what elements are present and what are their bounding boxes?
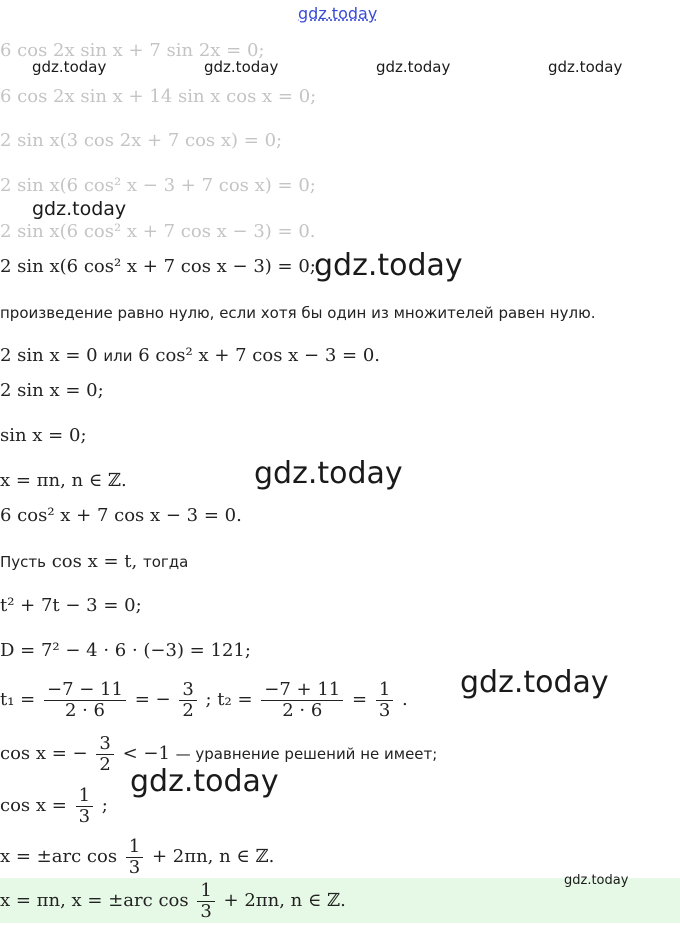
watermark: gdz.today [376,58,451,76]
cos-third-end: ; [101,795,108,816]
frac-den: 2 [182,699,194,721]
answer-left: x = πn, x = ±arc cos [0,890,189,911]
frac-den: 3 [200,900,212,922]
t1-value [179,680,196,721]
no-solution-left: cos x = − [0,743,88,764]
cos-third-fraction [76,786,93,827]
watermark: gdz.today [204,58,279,76]
watermark: gdz.today [32,198,127,220]
no-solution-line [0,730,437,778]
frac-num: 1 [376,680,393,701]
arccos-fraction [126,837,143,878]
substitution-expr: cos x = t, [51,551,138,572]
watermark: gdz.today [314,248,463,283]
substitution-line [0,551,188,573]
frac-num: 1 [126,837,143,858]
answer-right: + 2πn, n ∈ ℤ. [223,890,346,911]
frac-num: −7 − 11 [44,680,126,701]
frac-num: 3 [179,680,196,701]
watermark: gdz.today [254,456,403,491]
roots-line [0,676,408,724]
cos-third-line [0,782,108,830]
case-right: 6 cos² x + 7 cos x − 3 = 0. [138,345,381,366]
arccos-left: x = ±arc cos [0,846,118,867]
line-sin-2: 2 sin x = 0; [0,380,104,401]
roots-end: . [402,689,408,710]
frac-num: −7 + 11 [261,680,343,701]
frac-den: 2 [99,753,111,775]
arccos-line [0,833,274,881]
frac-num: 1 [197,881,214,902]
line-pin: x = πn, n ∈ ℤ. [0,470,127,491]
case-joiner: или [103,347,133,365]
no-solution-fraction [96,734,113,775]
step-2: 6 cos 2x sin x + 14 sin x cos x = 0; [0,86,317,107]
t2-value [376,680,393,721]
substitution-prefix: Пусть [0,553,46,571]
t2-eq: = [352,689,368,710]
step-6: 2 sin x(6 cos² x + 7 cos x − 3) = 0; [0,256,316,277]
frac-num: 3 [96,734,113,755]
answer-line [0,877,346,925]
case-split [0,345,380,367]
frac-den: 3 [378,699,391,721]
step-1: 6 cos 2x sin x + 7 sin 2x = 0; [0,40,265,61]
t1-fraction [44,680,126,721]
substitution-suffix: тогда [142,553,189,571]
line-quad-cos: 6 cos² x + 7 cos x − 3 = 0. [0,505,242,526]
quadratic-line: t² + 7t − 3 = 0; [0,595,142,616]
watermark-top-link[interactable]: gdz.today [298,4,378,23]
watermark: gdz.today [548,58,623,76]
frac-num: 1 [76,786,93,807]
case-left: 2 sin x = 0 [0,345,98,366]
t2-fraction [261,680,343,721]
discriminant-line: D = 7² − 4 · 6 · (−3) = 121; [0,640,251,661]
watermark: gdz.today [460,665,609,700]
step-4: 2 sin x(6 cos² x − 3 + 7 cos x) = 0; [0,175,316,196]
t1-label: t₁ = [0,689,36,710]
t1-eq: = − [134,689,171,710]
t2-label: ; t₂ = [205,689,253,710]
line-sin: sin x = 0; [0,425,87,446]
no-solution-right: < −1 [122,743,170,764]
answer-fraction [197,881,214,922]
cos-third-left: cos x = [0,795,67,816]
arccos-right: + 2πn, n ∈ ℤ. [151,846,275,867]
frac-den: 2 · 6 [64,699,106,721]
watermark: gdz.today [564,873,629,888]
watermark: gdz.today [130,764,279,799]
frac-den: 3 [128,856,141,878]
frac-den: 3 [78,805,91,827]
frac-den: 2 · 6 [282,699,323,721]
step-3: 2 sin x(3 cos 2x + 7 cos x) = 0; [0,130,283,151]
no-solution-text: — уравнение решений не имеет; [175,745,438,763]
explanation-text: произведение равно нулю, если хотя бы один из множителей равен нулю. [0,304,596,322]
step-5: 2 sin x(6 cos² x + 7 cos x − 3) = 0. [0,221,316,242]
watermark: gdz.today [32,58,107,76]
